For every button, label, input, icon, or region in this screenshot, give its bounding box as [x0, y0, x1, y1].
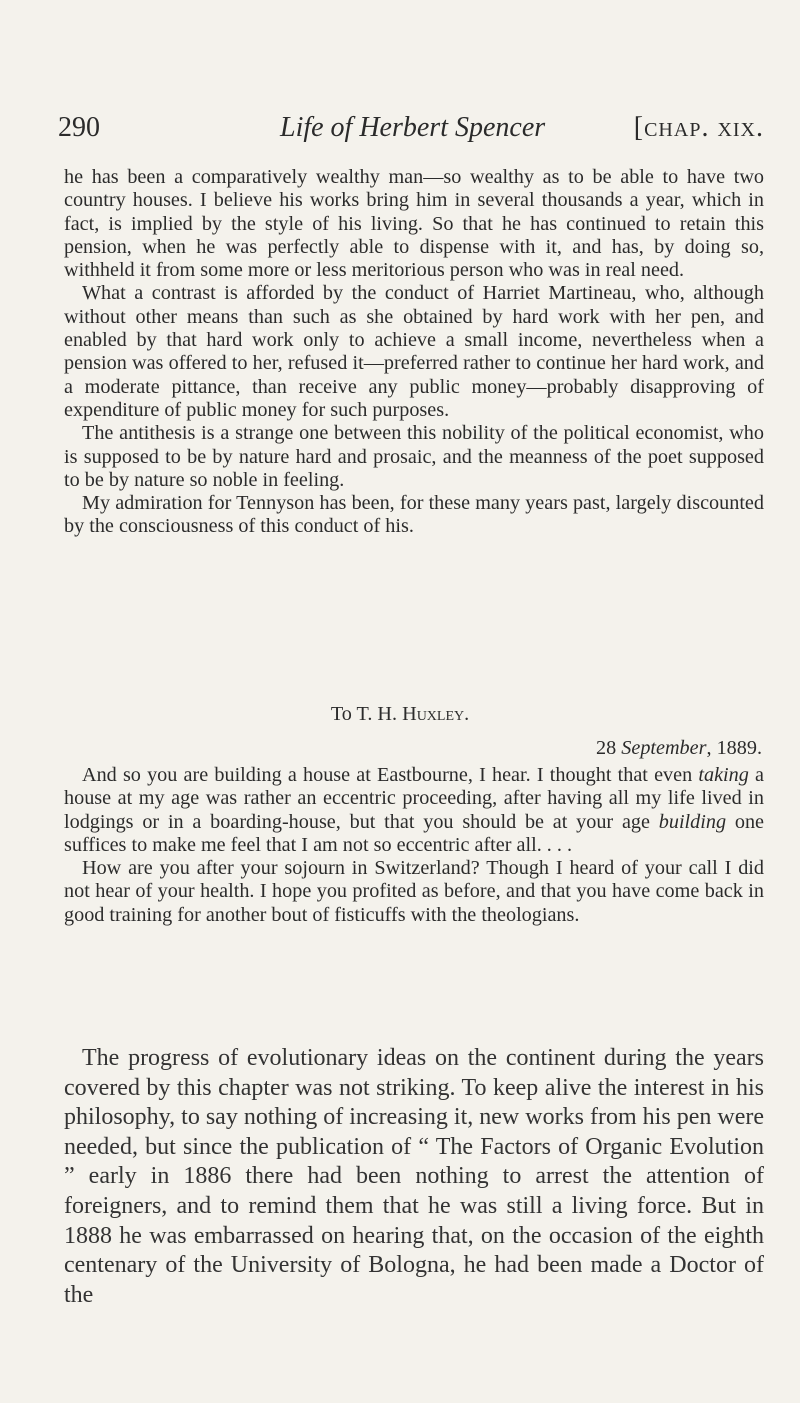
emphasis-taking: taking [698, 764, 749, 786]
letter-paragraph: How are you after your sojourn in Switzerland? Though I heard of your call I did not hear of your health. I hope you profited as before, and that you have come back in good training for another bout of fisticuffs with the theologians. [64, 857, 764, 926]
letter-paragraph: My admiration for Tennyson has been, for these many years past, largely discounted by the consciousness of this conduct of his. [64, 492, 764, 538]
narrative-paragraph: The progress of evolutionary ideas on the continent during the years covered by this chapter was not striking. To keep alive the interest in his philosophy, to say nothing of increasing it, new works from his pen were needed, but since the publication of “ The Factors of Organic Evolution ” early in 1886 there had been nothing to arrest the attention of foreigners, and to remind them that he was still a living force. But in 1888 he was embarrassed on hearing that, on the occasion of the eighth centenary of the University of Bologna, he had been made a Doctor of the [64, 1045, 764, 1308]
letter-paragraph: The antithesis is a strange one between this nobility of the political economist, who is supposed to be by nature hard and prosaic, and the meanness of the poet supposed to be by nature so noble in feeling. [64, 422, 764, 491]
letter-one-body [64, 166, 764, 539]
text-run: one suffices to make me feel that I am not so eccentric after all. . . . [64, 810, 765, 856]
page-number: 290 [58, 112, 100, 143]
chapter-label [634, 108, 764, 148]
emphasis-building: building [658, 810, 727, 833]
running-head [58, 108, 764, 148]
letter-heading [0, 702, 800, 726]
letter-paragraph: What a contrast is afforded by the conduct of Harriet Martineau, who, although without other means than such as she obtained by hard work with her pen, and enabled by that hard work only to achieve a small income, nevertheless when a pension was offered to her, refused it—preferred rather to continue her hard work, and a moderate pittance, than receive any public money—probably disapproving of expenditure of public money for such purposes. [64, 282, 764, 421]
letter-paragraph: he has been a comparatively wealthy man—so wealthy as to be able to have two country houses. I believe his works bring him in several thousands a year, which in fact, is implied by the style of his living. So that he has continued to retain this pension, when he was perfectly able to dispense with it, and has, by doing so, withheld it from some more or less meritorious person who was in real need. [64, 166, 764, 282]
date-year: , 1889. [706, 737, 762, 759]
date-day: 28 [596, 737, 622, 759]
text-run: a house at my age was rather an eccentric proceeding, after having all my life lived in lodgings or in a boarding-house, but that you should be at your age [64, 764, 764, 833]
heading-recipient: Huxley. [402, 703, 470, 725]
book-title: Life of Herbert Spencer [280, 112, 546, 143]
text-run: And so you are building a house at Eastbourne, I hear. I thought that even [82, 764, 699, 786]
date-month: September [621, 737, 707, 759]
letter-paragraph [64, 764, 764, 857]
heading-to: To T. H. [330, 703, 403, 725]
letter-date [596, 736, 762, 760]
chapter-text: [chap. xix. [633, 112, 764, 143]
letter-two-body [64, 764, 764, 927]
